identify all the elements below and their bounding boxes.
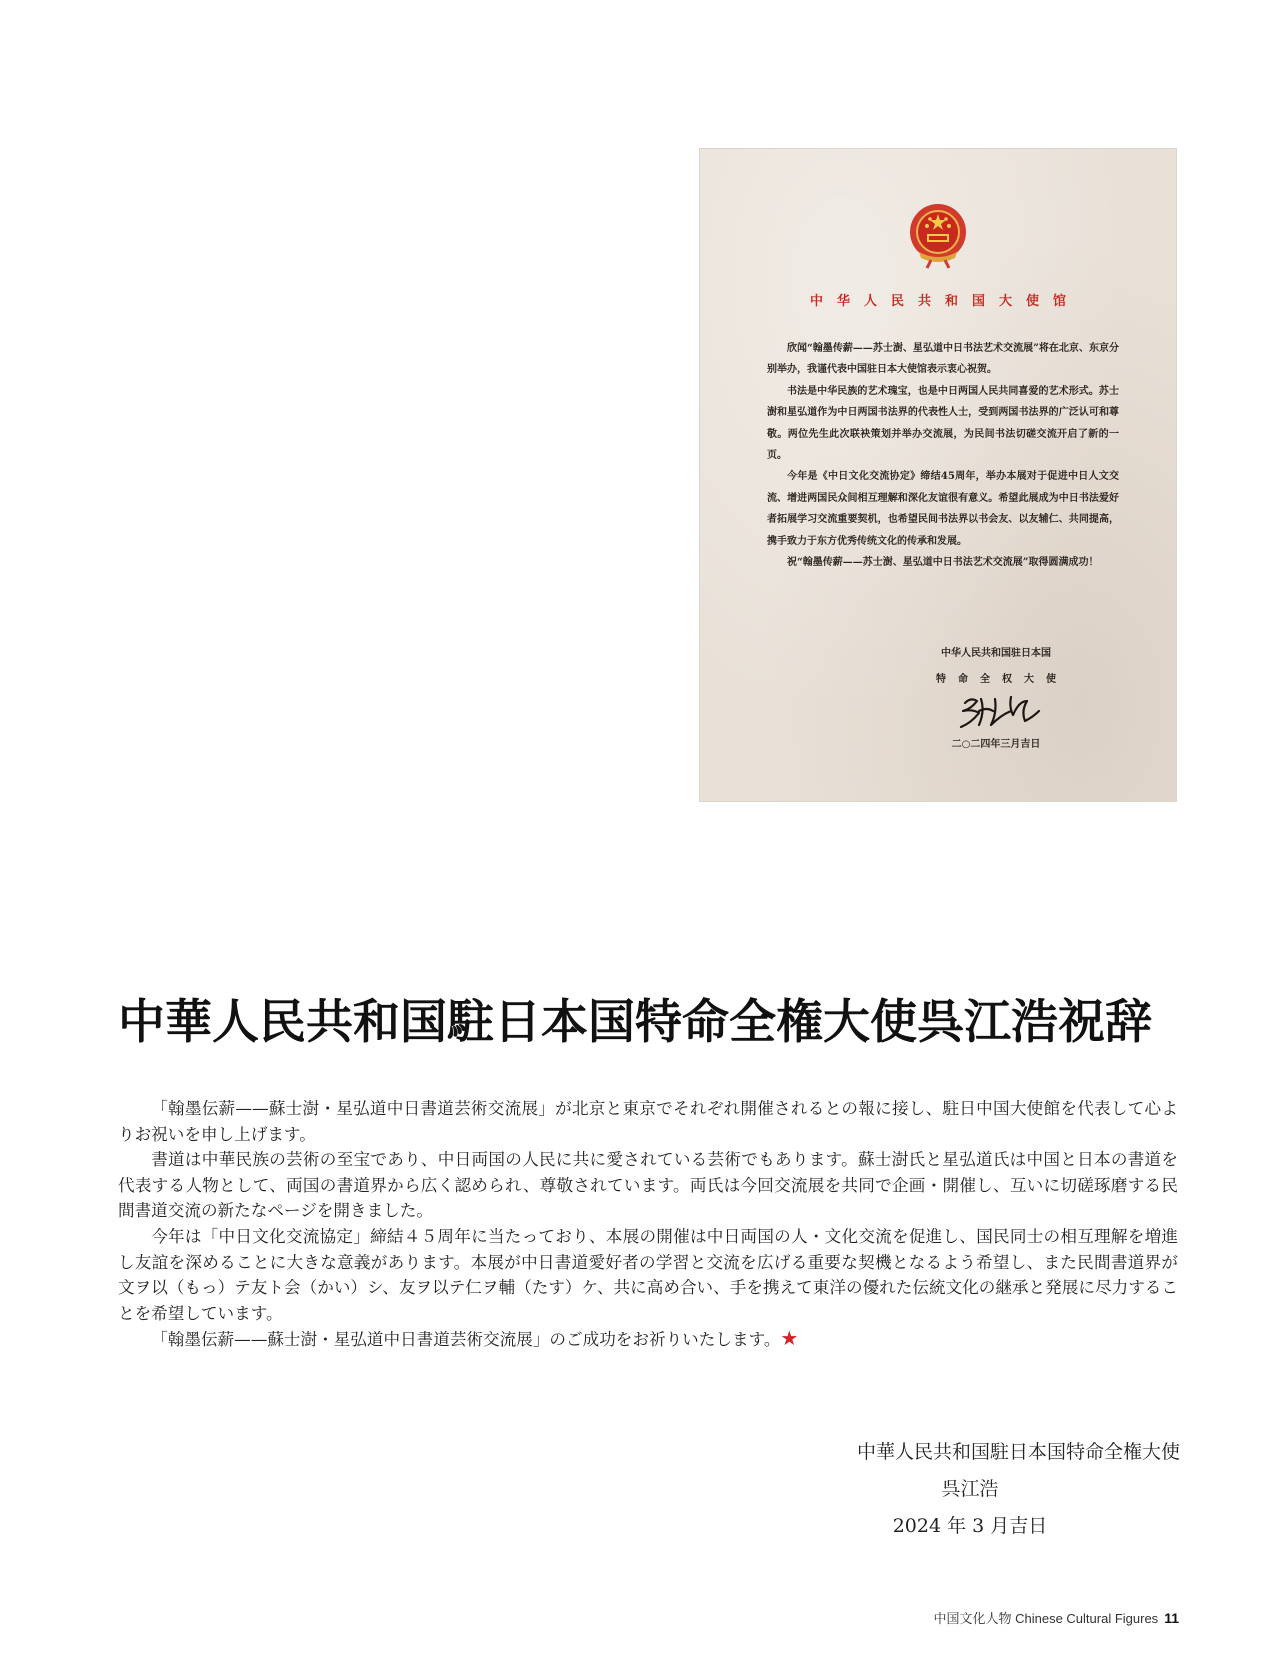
body-paragraph: 今年は「中日文化交流協定」締結４５周年に当たっており、本展の開催は中日両国の人・文化交流を促進し、国民同士の相互理解を増進し友誼を深めることに大きな意義があります。本展が中日書道愛好者の学習と交流を広げる重要な契機となるよう希望し、また民間書道界が文ヲ以（もっ）テ友ト会（かい）シ、友ヲ以テ仁ヲ輔（たす）ケ、共に高め合い、手を携えて東洋の優れた伝統文化の継承と発展に尽力することを希望しています。 [118,1226,1178,1323]
letter-date: 二○二四年三月吉日 [951,739,1041,750]
magazine-name: 中国文化人物 Chinese Cultural Figures [933,1611,1159,1626]
letter-paragraph: 书法是中华民族的艺术瑰宝，也是中日两国人民共同喜爱的艺术形式。苏士澍和星弘道作为中日两国书法界的代表性人士，受到两国书法界的广泛认可和尊敬。两位先生此次联袂策划并举办交流展，为民间书法切磋交流开启了新的一页。 [767,385,1119,462]
body-paragraph-last [118,1326,1178,1353]
signer-title: 中華人民共和国駐日本国特命全権大使 [856,1441,1180,1463]
embassy-letter-image [699,148,1177,802]
letter-paragraph: 祝“翰墨传薪——苏士澍、星弘道中日书法艺术交流展”取得圆满成功！ [787,557,1099,569]
letter-sign-title: 特命全权大使 [936,674,1068,685]
body-paragraph: 「翰墨伝薪——蘇士澍・星弘道中日書道芸術交流展」が北京と東京でそれぞれ開催されるとの報に接し、駐日中国大使館を代表して心よりお祝いを申し上げます。 [118,1099,1178,1144]
page-footer [934,1608,1180,1627]
letter-paragraph: 今年是《中日文化交流协定》缔结45周年，举办本展对于促进中日人文交流、增进两国民众间相互理解和深化友谊很有意义。希望此展成为中日书法爱好者拓展学习交流重要契机，也希望民间书法界以书会友、以友辅仁、共同提高，携手致力于东方优秀传统文化的传承和发展。 [767,471,1119,547]
page-title: 中華人民共和国駐日本国特命全権大使呉江浩祝辞 [118,995,1152,1050]
national-emblem-icon [905,200,971,270]
sign-date: 2024 年 3 月吉日 [892,1515,1048,1537]
letter-signature-block [921,644,1071,750]
letter-paragraph: 欣闻“翰墨传薪——苏士澍、星弘道中日书法艺术交流展”将在北京、东京分别举办，我谨代表中国驻日本大使馆表示衷心祝贺。 [767,343,1119,376]
letter-sign-org: 中华人民共和国驻日本国 [941,648,1051,659]
signature-block [760,1434,1180,1545]
message-body [118,1096,1178,1353]
embassy-name: 中华人民共和国大使馆 [809,294,1080,309]
star-icon: ★ [780,1326,799,1351]
signer-name: 呉江浩 [941,1478,999,1500]
body-paragraph-text: 「翰墨伝薪——蘇士澍・星弘道中日書道芸術交流展」のご成功をお祈りいたします。 [151,1330,781,1350]
page-number: 11 [1164,1610,1179,1626]
body-paragraph: 書道は中華民族の芸術の至宝であり、中日両国の人民に共に愛されている芸術でもあります。蘇士澍氏と星弘道氏は中国と日本の書道を代表する人物として、両国の書道界から広く認められ、尊敬されています。両氏は今回交流展を共同で企画・開催し、互いに切磋琢磨する民間書道交流の新たなページを開きました。 [118,1150,1178,1221]
letter-body [767,338,1119,573]
handwritten-signature [921,685,1071,735]
